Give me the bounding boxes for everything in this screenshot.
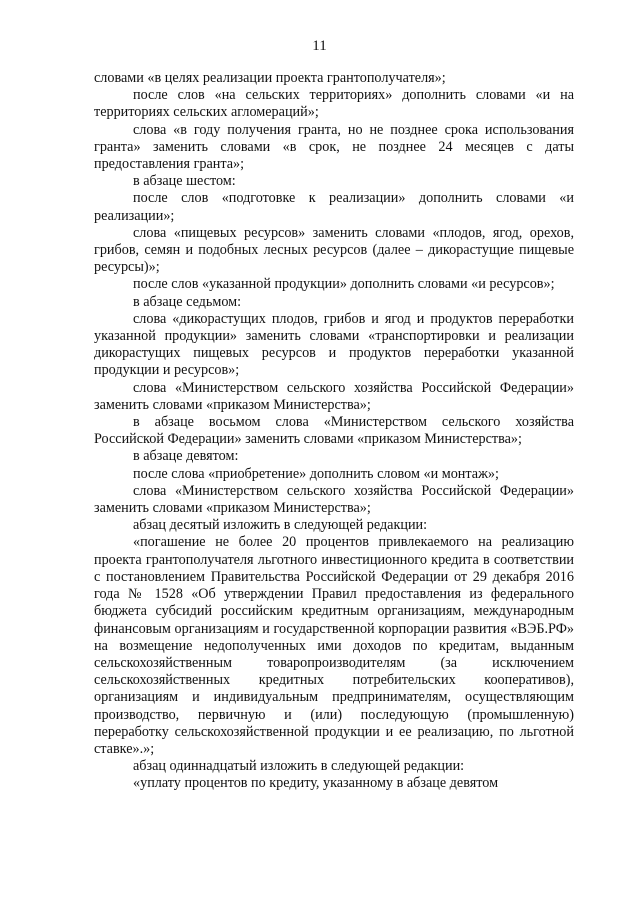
paragraph: после слов «на сельских территориях» дополнить словами «и на территориях сельских агломераций»; [94, 87, 574, 121]
paragraph: слова «Министерством сельского хозяйства Российской Федерации» заменить словами «приказом Министерства»; [94, 379, 574, 413]
paragraph: «уплату процентов по кредиту, указанному в абзаце девятом [133, 775, 499, 792]
paragraph: слова «в году получения гранта, но не позднее срока использования гранта» заменить словами «в срок, не позднее 24 месяцев с даты предоставления гранта»; [94, 121, 574, 173]
paragraph: словами «в целях реализации проекта грантополучателя»; [94, 70, 446, 86]
paragraph: абзац одиннадцатый изложить в следующей редакции: [133, 758, 465, 775]
paragraph: слова «дикорастущих плодов, грибов и ягод и продуктов переработки указанной продукции» заменить словами «транспортировки и реализации дикорастущих пищевых ресурсов и продуктов переработки указанной продукции и ресурсов»; [94, 310, 574, 379]
paragraph: слова «Министерством сельского хозяйства Российской Федерации» заменить словами «приказом Министерства»; [94, 482, 574, 517]
paragraph: после слов «указанной продукции» дополнить словами «и ресурсов»; [133, 276, 555, 293]
paragraph: в абзаце девятом: [133, 448, 239, 465]
paragraph: в абзаце шестом: [133, 173, 236, 190]
paragraph: в абзаце седьмом: [133, 293, 242, 310]
paragraph: «погашение не более 20 процентов привлекаемого на реализацию проекта грантополучателя льготного инвестиционного кредита в соответствии с постановлением Правительства Российской Федерации от 29 декабря 2016 года № 1528 «Об утверждении Правил предоставления из федерального бюджета субсидий российским кредитным организациям, международным финансовым организациям и государственной корпорации развития «ВЭБ.РФ» на возмещение недополученных ими доходов по кредитам, выданным сельскохозяйственным товаропроизводителям (за исключением сельскохозяйственных кредитных потребительских кооперативов), организациям и индивидуальным предпринимателям, осуществляющим производство, первичную и (или) последующую (промышленную) переработку сельскохозяйственной продукции и ее реализацию, по льготной ставке».»; [94, 534, 574, 757]
paragraph: после слов «подготовке к реализации» дополнить словами «и реализации»; [94, 190, 574, 224]
paragraph: после слова «приобретение» дополнить словом «и монтаж»; [133, 465, 499, 482]
document-body [94, 70, 574, 793]
paragraph: слова «пищевых ресурсов» заменить словами «плодов, ягод, орехов, грибов, семян и подобных лесных ресурсов (далее – дикорастущие пищевые ресурсы)»; [94, 224, 574, 276]
page-number: 11 [312, 38, 327, 54]
paragraph: в абзаце восьмом слова «Министерством сельского хозяйства Российской Федерации» заменить словами «приказом Министерства»; [94, 414, 574, 448]
paragraph: абзац десятый изложить в следующей редакции: [133, 517, 428, 534]
